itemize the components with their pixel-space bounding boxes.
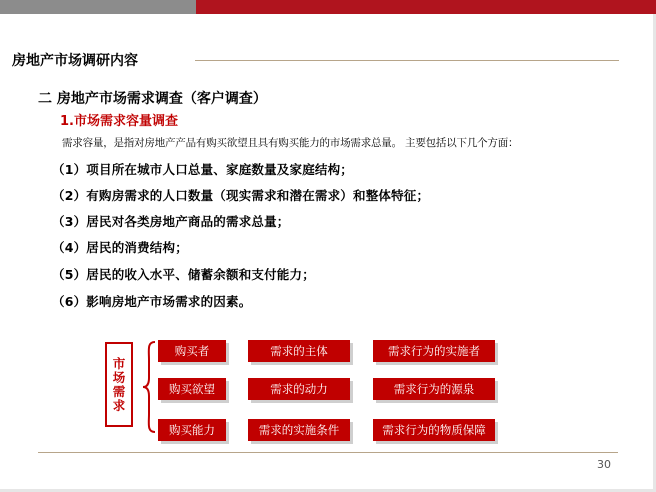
diagram-box-demand-motive: 需求的动力 [248, 378, 350, 400]
list-item: （4）居民的消费结构； [52, 240, 188, 255]
footer-rule [38, 452, 618, 453]
list-item: （2）有购房需求的人口数量（现实需求和潜在需求）和整体特征； [52, 188, 430, 203]
list-item: （3）居民对各类房地产商品的需求总量； [52, 214, 290, 229]
list-item: （6）影响房地产市场需求的因素。 [52, 294, 252, 309]
diagram-box-behavior-guarantee: 需求行为的物质保障 [373, 419, 495, 441]
top-bar-gray [0, 0, 196, 14]
list-item: （5）居民的收入水平、储蓄余额和支付能力； [52, 267, 315, 282]
top-bar-red [196, 0, 656, 14]
diagram-box-ability: 购买能力 [158, 419, 226, 441]
diagram-box-demand-subject: 需求的主体 [248, 340, 350, 362]
diagram-box-behavior-source: 需求行为的源泉 [373, 378, 495, 400]
market-demand-label-text: 市场需求 [112, 355, 126, 413]
diagram-box-buyer: 购买者 [158, 340, 226, 362]
page-number: 30 [597, 458, 611, 471]
curly-brace-icon [142, 340, 156, 434]
sub-heading: 二 房地产市场需求调查（客户调查） [38, 91, 267, 107]
red-heading: 1.市场需求容量调查 [60, 114, 178, 129]
section-title-rule [195, 60, 619, 61]
market-demand-label [105, 342, 133, 427]
intro-text: 需求容量，是指对房地产产品有购买欲望且具有购买能力的市场需求总量。 主要包括以下几个方面： [62, 137, 519, 149]
diagram-box-demand-condition: 需求的实施条件 [248, 419, 350, 441]
diagram-box-desire: 购买欲望 [158, 378, 226, 400]
diagram-box-behavior-actor: 需求行为的实施者 [373, 340, 495, 362]
section-title: 房地产市场调研内容 [12, 53, 138, 69]
list-item: （1）项目所在城市人口总量、家庭数量及家庭结构； [52, 162, 353, 177]
